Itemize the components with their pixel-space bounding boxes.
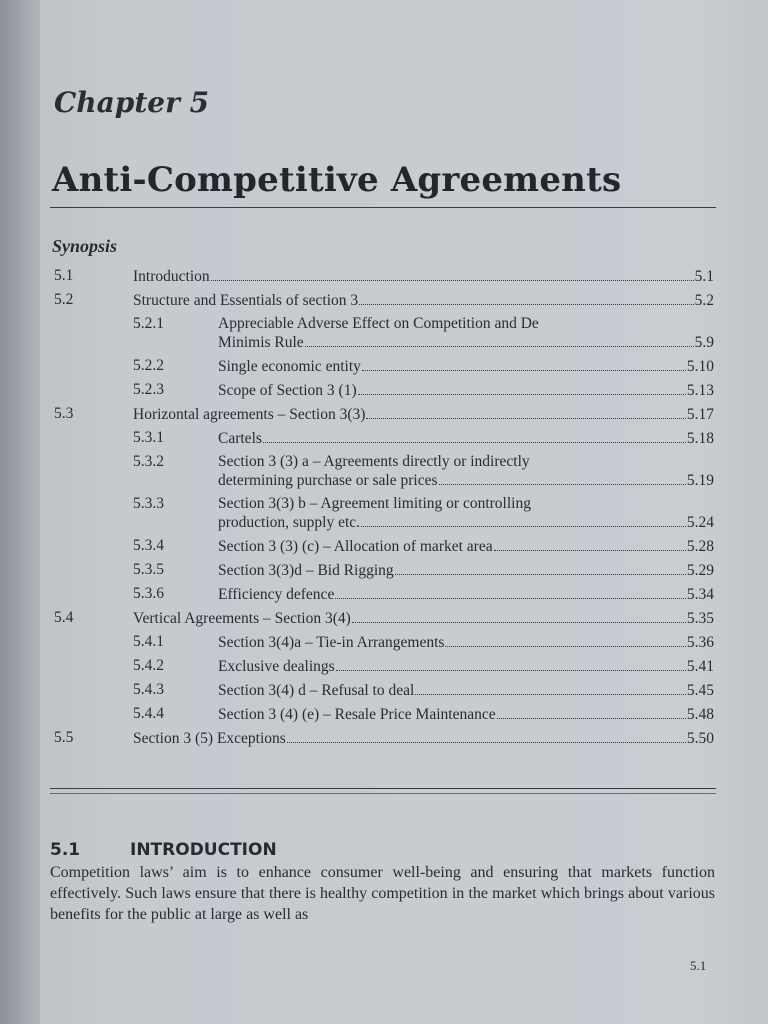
section-number: 5.1 <box>50 840 81 860</box>
toc-entry-page: 5.28 <box>686 538 714 555</box>
toc-entry-title-continued: Minimis Rule <box>218 334 304 351</box>
toc-entry-number: 5.3.5 <box>133 561 164 578</box>
toc-entry-page: 5.13 <box>686 382 714 399</box>
toc-leader-dots <box>335 584 686 599</box>
toc-leader-dots <box>263 428 686 443</box>
toc-entry-title: Horizontal agreements – Section 3(3) <box>133 406 366 423</box>
toc-entry-number: 5.3.6 <box>133 585 164 602</box>
toc-entry-page: 5.10 <box>686 358 714 375</box>
toc-leader-dots <box>336 656 686 671</box>
toc-entry-page: 5.1 <box>694 268 714 285</box>
section-divider <box>50 788 716 789</box>
toc-entry-title: Exclusive dealings <box>218 658 335 675</box>
toc-entry-page: 5.29 <box>686 562 714 579</box>
toc-entry-page: 5.45 <box>686 682 714 699</box>
toc-leader-dots <box>366 404 685 419</box>
toc-entry-number: 5.4.2 <box>133 657 164 674</box>
toc-entry-number: 5.2 <box>54 291 74 308</box>
toc-entry-page: 5.24 <box>686 514 714 531</box>
toc-entry-number: 5.3.4 <box>133 537 164 554</box>
toc-entry-number: 5.2.3 <box>133 381 164 398</box>
toc-entry-title: Section 3 (4) (e) – Resale Price Maintenance <box>218 706 496 723</box>
toc-entry <box>0 656 768 676</box>
toc-entry-title: Introduction <box>133 268 210 285</box>
toc-entry <box>0 380 768 400</box>
toc-entry <box>0 266 768 286</box>
toc-entry-title: Section 3 (3) (c) – Allocation of market area <box>218 538 493 555</box>
toc-entry <box>0 728 768 748</box>
toc-leader-dots <box>415 680 686 695</box>
toc-entry-page: 5.50 <box>686 730 714 747</box>
toc-leader-dots <box>494 536 686 551</box>
toc-leader-dots <box>352 608 686 623</box>
toc-entry-page: 5.48 <box>686 706 714 723</box>
toc-entry-page: 5.19 <box>686 472 714 489</box>
toc-entry <box>0 560 768 580</box>
toc-entry <box>0 494 768 531</box>
toc-entry <box>0 704 768 724</box>
toc-entry-title-continued: production, supply etc. <box>218 514 361 531</box>
toc-leader-dots <box>359 290 693 305</box>
toc-entry-title: Single economic entity <box>218 358 361 375</box>
toc-entry-page: 5.34 <box>686 586 714 603</box>
toc-entry <box>0 584 768 604</box>
toc-entry <box>0 452 768 489</box>
toc-entry <box>0 428 768 448</box>
toc-entry-page: 5.41 <box>686 658 714 675</box>
toc-entry-number: 5.4.4 <box>133 705 164 722</box>
toc-entry <box>0 290 768 310</box>
toc-entry-title: Efficiency defence <box>218 586 335 603</box>
toc-entry-title: Section 3(3)d – Bid Rigging <box>218 562 394 579</box>
toc-entry <box>0 404 768 424</box>
section-divider-lower <box>50 793 716 794</box>
section-title: INTRODUCTION <box>130 840 277 860</box>
toc-entry <box>0 632 768 652</box>
toc-entry-title-continued: determining purchase or sale prices <box>218 472 438 489</box>
toc-leader-dots <box>305 332 694 347</box>
toc-entry-title: Cartels <box>218 430 262 447</box>
toc-entry-title: Vertical Agreements – Section 3(4) <box>133 610 351 627</box>
toc-entry-page: 5.35 <box>686 610 714 627</box>
toc-entry-number: 5.1 <box>54 267 74 284</box>
toc-entry-number: 5.4 <box>54 609 74 626</box>
synopsis-label: Synopsis <box>52 236 118 256</box>
toc-entry-number: 5.3.2 <box>133 453 164 470</box>
toc-entry <box>0 356 768 376</box>
toc-entry-number: 5.3 <box>54 405 74 422</box>
toc-entry-title: Section 3(3) b – Agreement limiting or controlling <box>218 495 531 512</box>
toc-entry-title: Section 3 (5) Exceptions <box>133 730 286 747</box>
toc-entry-page: 5.17 <box>686 406 714 423</box>
toc-leader-dots <box>361 512 686 527</box>
toc-leader-dots <box>395 560 686 575</box>
toc-entry <box>0 536 768 556</box>
toc-leader-dots <box>358 380 686 395</box>
toc-entry-number: 5.3.1 <box>133 429 164 446</box>
toc-entry <box>0 314 768 351</box>
toc-leader-dots <box>211 266 694 281</box>
toc-entry-number: 5.5 <box>54 729 74 746</box>
toc-entry-page: 5.36 <box>686 634 714 651</box>
toc-entry-title: Section 3 (3) a – Agreements directly or indirectly <box>218 453 530 470</box>
toc-entry-title: Appreciable Adverse Effect on Competition and De <box>218 315 539 332</box>
toc-entry-title: Section 3(4) d – Refusal to deal <box>218 682 415 699</box>
toc-entry-number: 5.4.3 <box>133 681 164 698</box>
toc-entry-title: Section 3(4)a – Tie-in Arrangements <box>218 634 445 651</box>
toc-leader-dots <box>362 356 686 371</box>
toc-leader-dots <box>439 470 686 485</box>
page-number: 5.1 <box>690 958 707 973</box>
section-paragraph: Competition laws’ aim is to enhance consumer well-being and ensuring that markets function effectively. Such laws ensure that there is healthy competition in the market which brings about various benefits for the public at large as well as <box>50 864 715 923</box>
toc-entry-number: 5.4.1 <box>133 633 164 650</box>
toc-leader-dots <box>445 632 685 647</box>
toc-leader-dots <box>497 704 686 719</box>
toc-entry-title: Scope of Section 3 (1) <box>218 382 357 399</box>
toc-entry-number: 5.2.2 <box>133 357 164 374</box>
toc-entry <box>0 680 768 700</box>
toc-entry-page: 5.2 <box>694 292 714 309</box>
chapter-label: Chapter 5 <box>54 86 210 119</box>
toc-entry-number: 5.3.3 <box>133 495 164 512</box>
toc-entry-page: 5.18 <box>686 430 714 447</box>
page-title: Anti-Competitive Agreements <box>52 160 622 200</box>
toc-entry-title: Structure and Essentials of section 3 <box>133 292 359 309</box>
toc-entry <box>0 608 768 628</box>
toc-entry-number: 5.2.1 <box>133 315 164 332</box>
toc-leader-dots <box>287 728 686 743</box>
toc-entry-page: 5.9 <box>694 334 714 351</box>
